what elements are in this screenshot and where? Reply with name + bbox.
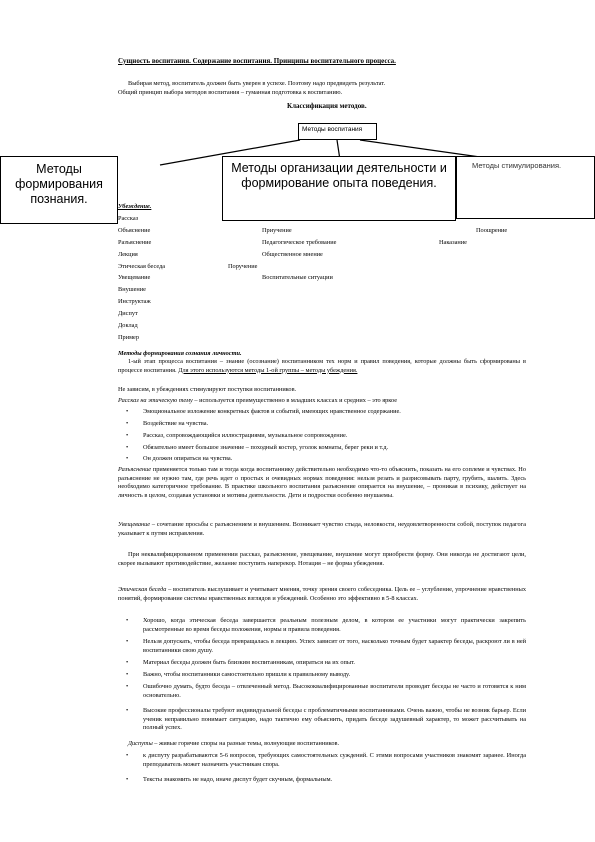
- col1-item: Увещевание: [118, 274, 151, 281]
- list-item: • Важно, чтобы воспитанники самостоятельно пришли к правильному выводу.: [143, 671, 526, 680]
- col1-item: Рассказ: [118, 215, 139, 222]
- paragraph-4-label: Разъяснение: [118, 466, 152, 473]
- box-cognition-label: Методы формирования познания.: [15, 162, 103, 206]
- col1-item: Разъяснение: [118, 239, 152, 246]
- col2-item: Приучение: [262, 227, 292, 234]
- intro-line-1: Выбирая метод, воспитатель должен быть уверен в успехе. Поэтому надо предвидеть результат.: [128, 80, 386, 87]
- paragraph-8: [128, 740, 526, 749]
- col1-item: Диспут: [118, 310, 138, 317]
- paragraph-5: [118, 521, 526, 538]
- list-item: • Нельзя допускать, чтобы беседа превращалась в лекцию. Успех зависит от того, насколько точным будет характер беседы, раскроют ли в ней воспитанники свою душу.: [143, 638, 526, 655]
- paragraph-4-text: применяется только там и тогда когда воспитаннику действительно необходимо что-то объяснить, показать на его соплеме и чувствах. Но разъяснение не нужно там, где речь идет о простых и очевидных нормах поведения: нельзя резать и разрисовывать парту, грубить, шалить. Здесь необходимо категоричное требование. В практике школьного воспитания разъяснение опирается на внушение, – проникая в психику, действует на личность в целом, создавая установки и мотивы деятельности. Дети и подростки особенно внушаемы.: [118, 466, 526, 499]
- intro-line-2: Общий принцип выбора методов воспитания – гуманная подготовка к воспитанию.: [118, 89, 343, 96]
- paragraph-7-label: Этическая беседа: [118, 586, 167, 593]
- col1-item: Лекция: [118, 251, 138, 258]
- col3-item: Поощрение: [476, 227, 508, 234]
- paragraph-8-label: Диспуты: [128, 740, 153, 747]
- section-heading: Методы формирования сознания личности.: [118, 350, 242, 357]
- paragraph-6: При неквалифицированном применении рассказ, разъяснение, увещевание, внушение могут приобрести форму. Они никогда не достигают цели, скорее вызывают противодействие, желание поступить наперекор. Нотация – не форма убеждения.: [118, 551, 526, 567]
- box-activity: [222, 156, 456, 221]
- box-stimulation-label: Методы стимулирования.: [472, 161, 562, 170]
- list-item: • Высокие профессионалы требуют индивидуальной беседы с проблематичными воспитанниками. Очень важно, чтобы не возник барьер. Если ученик неправильно понимает ситуацию, надо тактично ему объяснить, придать беседе задушевный характер, то может рассчитывать на полный успех.: [143, 707, 526, 733]
- col2-item: Поручение: [228, 263, 258, 270]
- col1-item: Внушение: [118, 286, 146, 293]
- col2-item: Общественное мнение: [262, 251, 323, 258]
- list-item: • Он должен опираться на чувства.: [143, 455, 526, 464]
- list-item: • Воздействие на чувства.: [143, 420, 526, 429]
- paragraph-4: [118, 466, 526, 500]
- list-item: • Рассказ, сопровождающийся иллюстрациями, музыкальное сопровождение.: [143, 432, 526, 441]
- col1-item: Инструктаж: [118, 298, 151, 305]
- box-cognition: [0, 156, 118, 224]
- connector-right: [360, 140, 480, 157]
- col2-item: Педагогическое требование: [262, 239, 337, 246]
- col3-item: Наказание: [439, 239, 467, 246]
- root-label: Методы воспитания: [302, 126, 363, 133]
- paragraph-7: [118, 586, 526, 603]
- paragraph-3: [118, 397, 526, 406]
- paragraph-5-label: Увещевание: [118, 521, 151, 528]
- paragraph-7-text: – воспитатель выслушивает и учитывает мнения, точку зрения своего собеседника. Цель ее – углубление, упрочнение нравственных понятий, формирование системы нравственных взглядов и убеждений. Особенно это эффективно в 5-8 классах.: [118, 586, 526, 602]
- col1-item: Пример: [118, 334, 139, 341]
- paragraph-1-text: 1-ый этап процесса воспитания – знание (осознание) воспитанником тех норм и правил поведения, которые должны быть сформированы в процессе воспитания.: [118, 358, 526, 374]
- list-item: • Материал беседы должен быть близким воспитанникам, опираться на их опыт.: [143, 659, 526, 668]
- box-activity-label: Методы организации деятельности и формирование опыта поведения.: [231, 161, 447, 190]
- col1-item: Объяснение: [118, 227, 151, 234]
- paragraph-1-emphasis: Для этого используются методы 1-ой группы – методы убеждения.: [178, 366, 358, 374]
- list-item: • Эмоциональное изложение конкретных фактов и событий, имеющих нравственное содержание.: [143, 408, 526, 417]
- list-item: • Хорошо, когда этическая беседа завершается реальным полезным делом, в котором ее участники могут практически закрепить рассмотренные во время беседы положения, нормы и правила поведения.: [143, 617, 526, 634]
- list-item: • к диспуту разрабатываются 5-6 вопросов, требующих самостоятельных суждений. С этими вопросами участников знакомят заранее. Иногда преподаватель может назначить участникам спора.: [143, 752, 526, 769]
- col1-item: Доклад: [118, 322, 138, 329]
- paragraph-3-text: – используется преимущественно в младших классах и средних – это яркое: [192, 397, 398, 404]
- page-title: Сущность воспитания. Содержание воспитания. Принципы воспитательного процесса.: [118, 57, 396, 65]
- col1-header: Убеждение.: [118, 203, 152, 210]
- paragraph-3-label: Рассказ на этическую тему: [118, 397, 193, 404]
- col1-item: Этическая беседа: [118, 263, 166, 270]
- paragraph-8-text: – живые горячие споры на разные темы, волнующие воспитанников.: [152, 740, 340, 747]
- list-item: • Тексты знакомить не надо, иначе диспут будет скучным, формальным.: [143, 776, 526, 785]
- list-item: • Ошибочно думать, будто беседа – отвлеченный метод. Высококвалифицированные воспитатели проводят беседы не часто и готовятся к ним основательно.: [143, 683, 526, 700]
- paragraph-1: [118, 358, 526, 375]
- classification-heading: Классификация методов.: [287, 102, 367, 110]
- list-item: • Обязательно имеет большое значение – походный костер, уголок комнаты, берег реки и т.д.: [143, 444, 526, 453]
- paragraph-2: Не зависим, в убеждениях стимулируют поступки воспитанников.: [118, 386, 297, 393]
- col2-item: Воспитательные ситуации: [262, 274, 333, 281]
- root-box: [298, 123, 377, 140]
- paragraph-5-text: – сочетание просьбы с разъяснением и внушением. Возникает чувство стыда, неловкости, неудовлетворенности собой, поступок педагога указывает к путям исправления.: [118, 521, 526, 537]
- box-stimulation: [456, 156, 595, 219]
